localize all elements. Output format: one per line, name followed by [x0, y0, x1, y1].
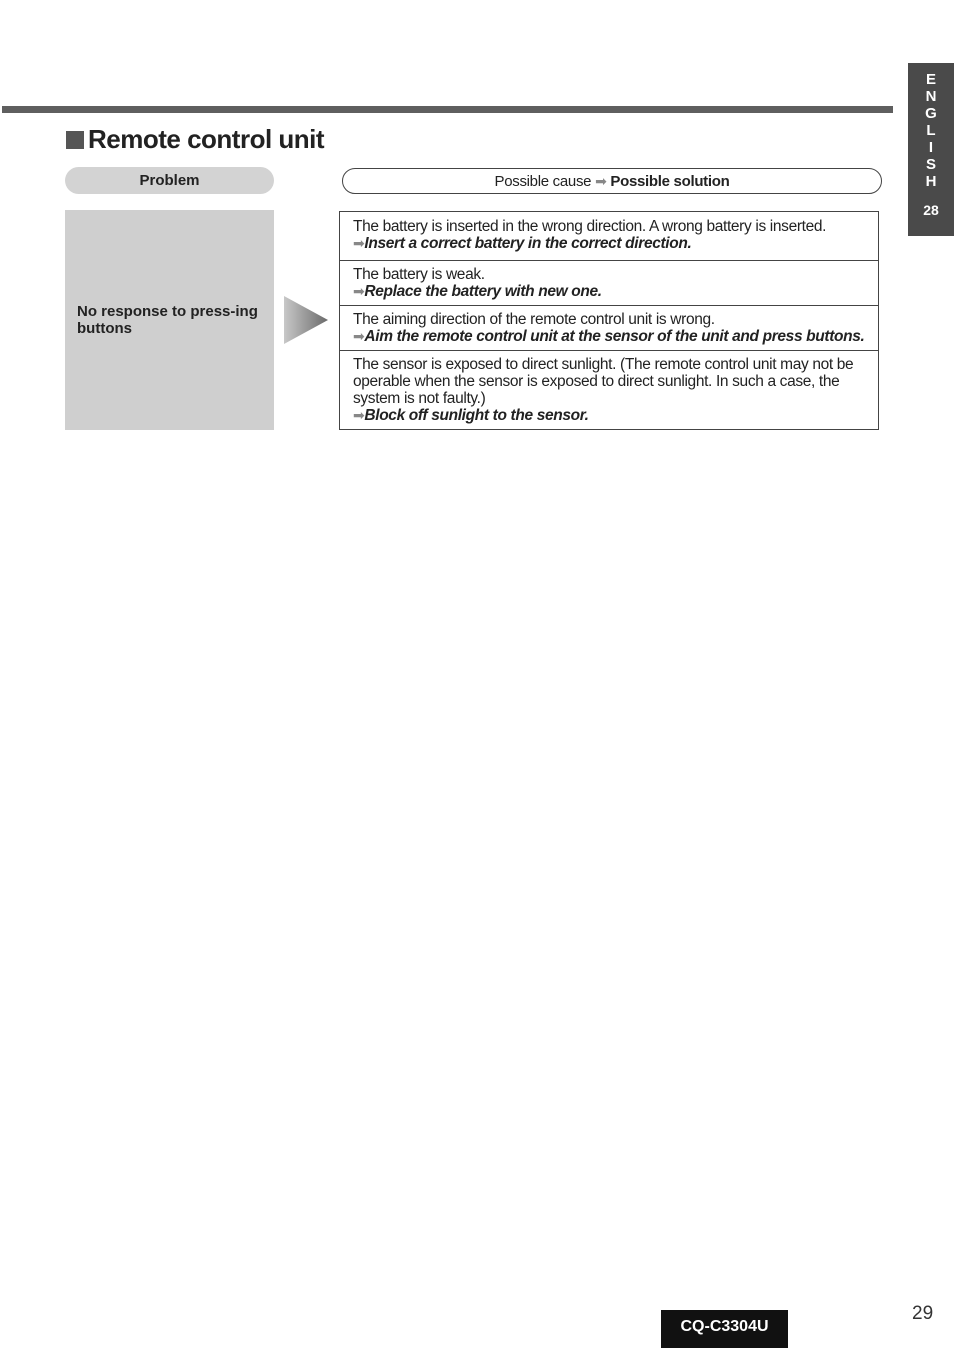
problem-text: No response to press-ing buttons [77, 303, 258, 337]
language-letter: S [925, 156, 936, 173]
solutions-table [339, 211, 879, 430]
cause-header-label: Possible cause [494, 173, 592, 190]
problem-header: Problem [65, 167, 274, 194]
solution-line [353, 283, 872, 300]
language-letter: L [926, 122, 936, 139]
problem-cell [65, 210, 274, 430]
cause-text: The aiming direction of the remote control unit is wrong. [353, 311, 715, 328]
solution-row [340, 212, 878, 260]
language-letter: N [925, 88, 937, 105]
solution-text: Insert a correct battery in the correct direction. [364, 235, 692, 252]
language-letter: G [925, 105, 937, 122]
page-number: 29 [912, 1303, 934, 1324]
right-arrow-icon: ➡ [595, 173, 607, 189]
right-arrow-icon: ➡ [353, 235, 365, 251]
language-tab [908, 63, 954, 236]
square-bullet-icon [66, 131, 84, 149]
right-arrow-icon: ➡ [353, 407, 365, 423]
section-page-number: 28 [923, 202, 939, 218]
solution-row [340, 260, 878, 305]
solution-line [353, 328, 872, 345]
language-letters [908, 71, 954, 190]
right-triangle-arrow-icon [284, 296, 328, 344]
solution-line [353, 235, 872, 252]
model-badge: CQ-C3304U [661, 1310, 788, 1348]
cause-text: The battery is weak. [353, 266, 485, 283]
solution-line [353, 407, 872, 424]
solution-text: Aim the remote control unit at the sensor of the unit and press buttons. [364, 328, 865, 345]
cause-text: The battery is inserted in the wrong direction. A wrong battery is inserted. [353, 218, 827, 235]
solution-text: Replace the battery with new one. [364, 283, 602, 300]
solution-row [340, 350, 878, 429]
section-title-text: Remote control unit [88, 124, 325, 154]
right-arrow-icon: ➡ [353, 283, 365, 299]
solution-text: Block off sunlight to the sensor. [364, 407, 589, 424]
solution-row [340, 305, 878, 350]
right-arrow-icon: ➡ [353, 328, 365, 344]
solution-header-label: Possible solution [610, 173, 730, 190]
language-letter: E [925, 71, 936, 88]
section-title [66, 124, 324, 155]
language-letter: I [928, 139, 934, 156]
cause-text: The sensor is exposed to direct sunlight. (The remote control unit may not be operable when the sensor is exposed to direct sunlight. In such a case, the system is not faulty.) [353, 356, 854, 407]
language-letter: H [925, 173, 937, 190]
top-rule [2, 106, 893, 113]
cause-solution-header [342, 168, 882, 194]
